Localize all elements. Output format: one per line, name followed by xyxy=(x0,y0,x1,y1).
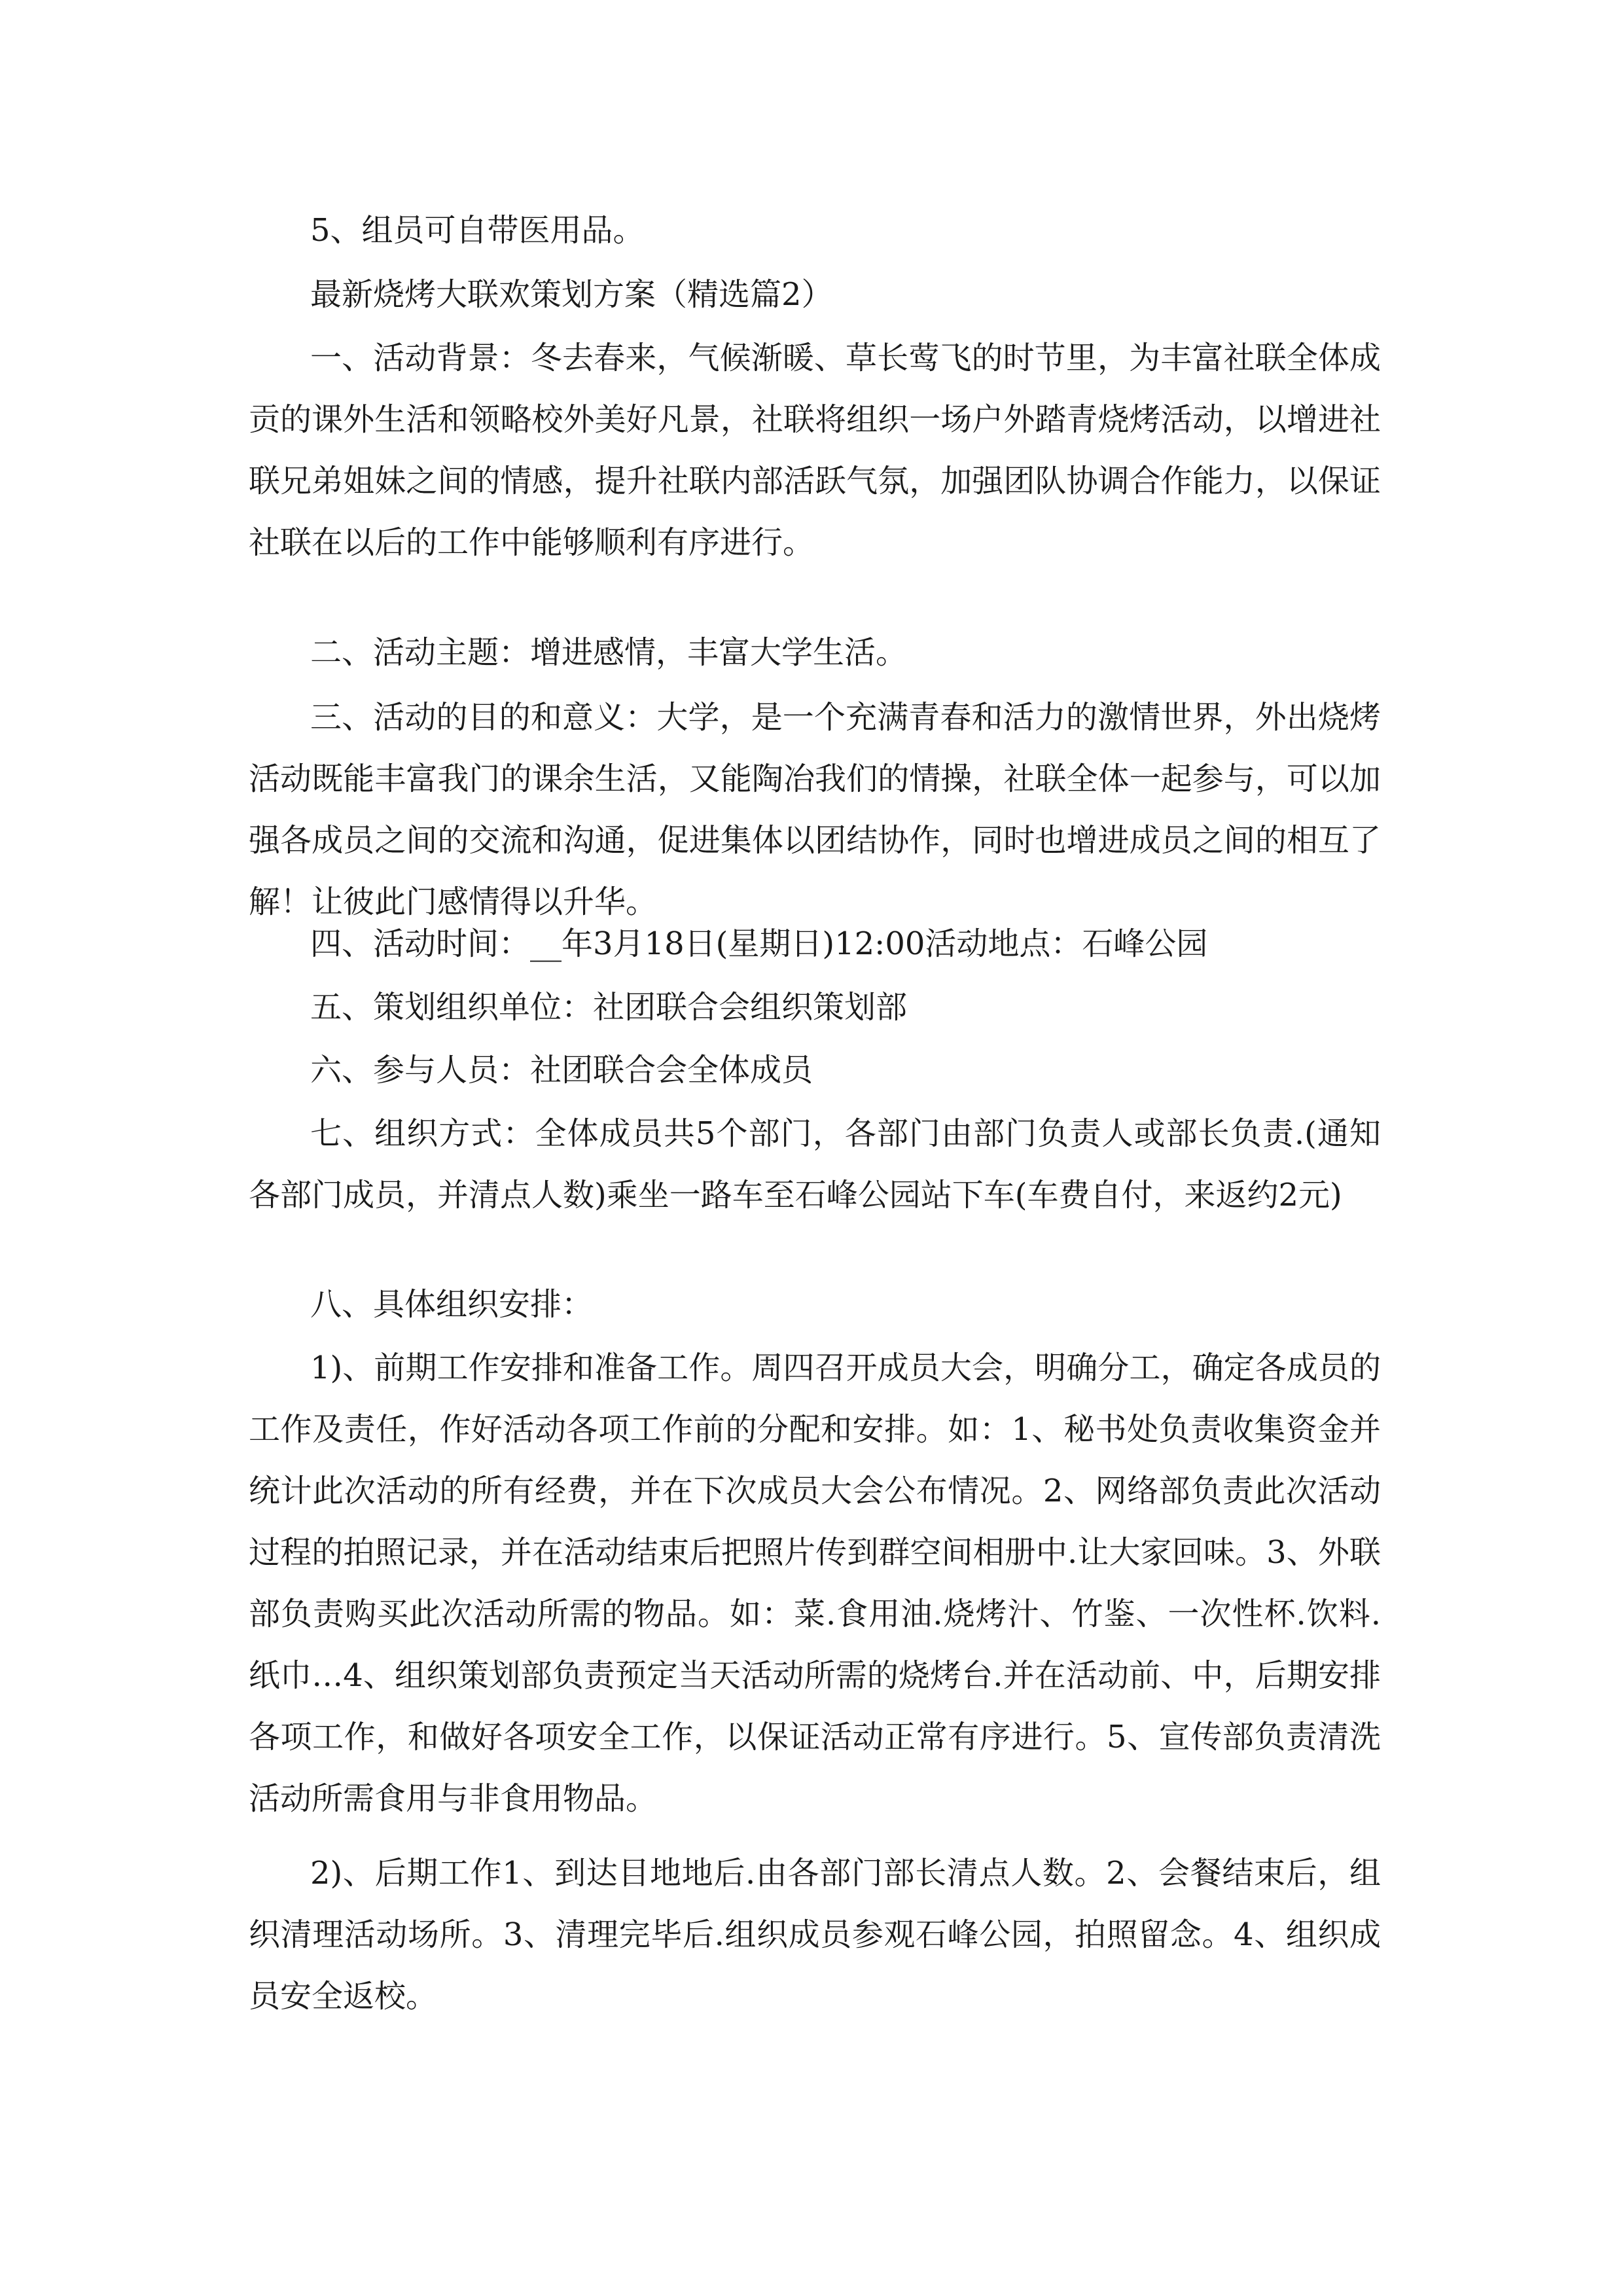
paragraph-purpose: 三、活动的目的和意义：大学，是一个充满青春和活力的激情世界，外出烧烤活动既能丰富我门的课余生活，又能陶冶我们的情操，社联全体一起参与，可以加强各成员之间的交流和沟通，促进集体以团结协作，同时也增进成员之间的相互了解！让彼此门感情得以升华。 xyxy=(249,699,1381,920)
section-title: 最新烧烤大联欢策划方案（精选篇2） xyxy=(310,276,833,313)
paragraph-method: 七、组织方式：全体成员共5个部门，各部门由部门负责人或部长负责.(通知各部门成员，并清点人数)乘坐一路车至石峰公园站下车(车费自付，来返约2元) xyxy=(249,1115,1381,1213)
paragraph-item-5: 5、组员可自带医用品。 xyxy=(310,212,645,249)
paragraph-background: 一、活动背景：冬去春来，气候渐暖、草长莺飞的时节里，为丰富社联全体成贡的课外生活和领略校外美好凡景，社联将组织一场户外踏青烧烤活动，以增进社联兄弟姐妹之间的情感，提升社联内部活跃气氛，加强团队协调合作能力，以保证社联在以后的工作中能够顺利有序进行。 xyxy=(249,340,1381,561)
paragraph-theme: 二、活动主题：增进感情，丰富大学生活。 xyxy=(310,634,908,671)
paragraph-preparation: 1)、前期工作安排和准备工作。周四召开成员大会，明确分工，确定各成员的工作及责任，作好活动各项工作前的分配和安排。如：1、秘书处负责收集资金并统计此次活动的所有经费，并在下次成员大会公布情况。2、网络部负责此次活动过程的拍照记录，并在活动结束后把照片传到群空间相册中.让大家回味。3、外联部负责购买此次活动所需的物品。如：菜.食用油.烧烤汁、竹鉴、一次性杯.饮料.纸巾…4、组织策划部负责预定当天活动所需的烧烤台.并在活动前、中，后期安排各项工作，和做好各项安全工作，以保证活动正常有序进行。5、宣传部负责清洗活动所需食用与非食用物品。 xyxy=(249,1350,1381,1817)
paragraph-participants: 六、参与人员：社团联合会全体成员 xyxy=(310,1052,813,1088)
paragraph-organizer: 五、策划组织单位：社团联合会组织策划部 xyxy=(310,989,908,1026)
paragraph-time-location: 四、活动时间：__年3月18日(星期日)12:00活动地点：石峰公园 xyxy=(310,925,1208,962)
paragraph-later-work: 2)、后期工作1、到达目地地后.由各部门部长清点人数。2、会餐结束后，组织清理活动场所。3、清理完毕后.组织成员参观石峰公园，拍照留念。4、组织成员安全返校。 xyxy=(249,1855,1381,2015)
paragraph-arrangement-heading: 八、具体组织安排： xyxy=(310,1286,594,1323)
